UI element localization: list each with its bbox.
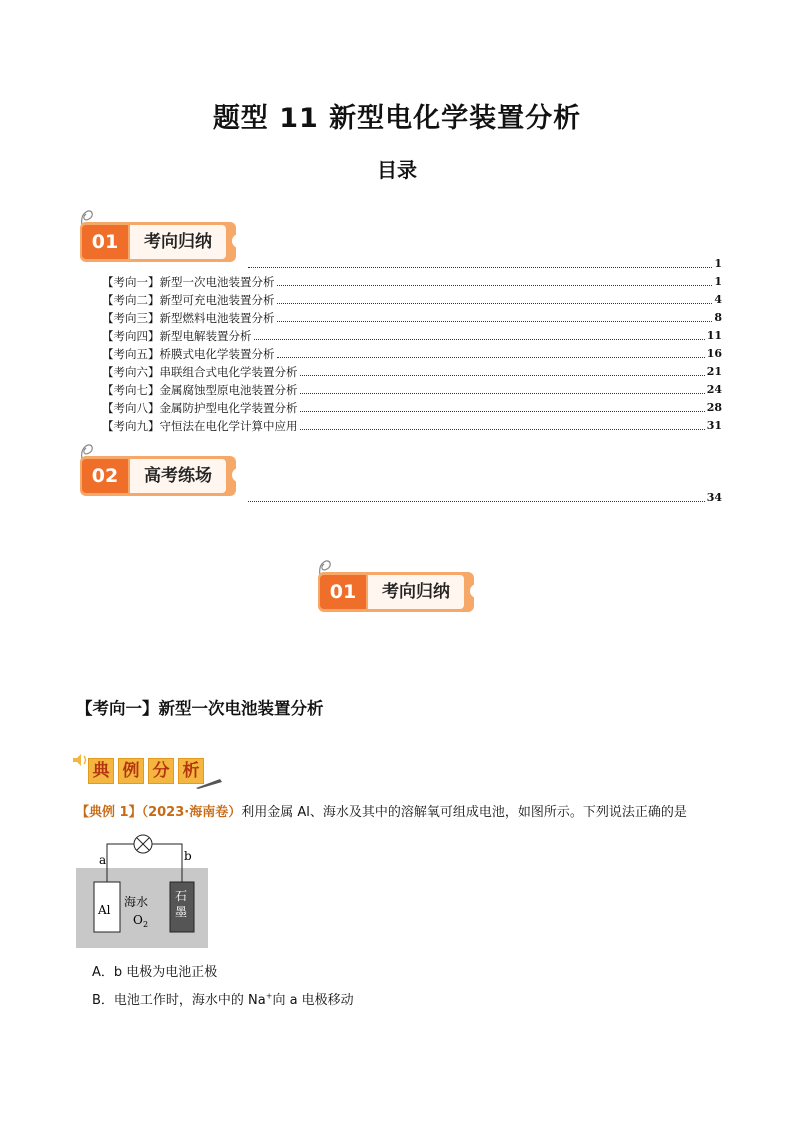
example-analysis-stamp bbox=[70, 750, 230, 790]
badge-label: 考向归纳 bbox=[368, 575, 464, 609]
badge-label: 高考练场 bbox=[130, 459, 226, 493]
label-b: b bbox=[184, 849, 192, 863]
toc-leader bbox=[248, 266, 712, 268]
toc-item[interactable]: 【考向四】新型电解装置分析 11 bbox=[102, 329, 722, 343]
toc-item[interactable]: 【考向二】新型可充电池装置分析 4 bbox=[102, 293, 722, 307]
toc-title: 目录 bbox=[377, 158, 417, 182]
toc-row-header[interactable] bbox=[246, 256, 722, 272]
stamp-char: 典 bbox=[88, 758, 114, 784]
badge-notch bbox=[232, 234, 242, 248]
example-source: （2023·海南卷） bbox=[141, 805, 242, 820]
graphite-label-1: 石 bbox=[175, 889, 188, 903]
pencil-icon bbox=[194, 776, 224, 790]
toc-item[interactable]: 【考向一】新型一次电池装置分析 1 bbox=[102, 275, 722, 289]
electrolyte-label: 海水 bbox=[124, 895, 149, 909]
section-badge-01 bbox=[78, 216, 240, 264]
stamp-char: 例 bbox=[118, 758, 144, 784]
toc-page: 1 bbox=[714, 257, 722, 270]
toc-page: 34 bbox=[706, 491, 722, 504]
badge-notch bbox=[470, 584, 480, 598]
badge-notch bbox=[232, 468, 242, 482]
example-question bbox=[76, 801, 687, 820]
section-heading: 【考向一】新型一次电池装置分析 bbox=[76, 699, 324, 718]
section-badge-02 bbox=[78, 450, 240, 498]
oxygen-label: O bbox=[133, 913, 143, 927]
badge-number: 01 bbox=[82, 225, 128, 259]
stamp-char: 分 bbox=[148, 758, 174, 784]
toc-leader bbox=[248, 500, 705, 502]
electrode-label-al: Al bbox=[98, 903, 111, 917]
badge-number: 01 bbox=[320, 575, 366, 609]
toc-item[interactable]: 【考向七】金属腐蚀型原电池装置分析 24 bbox=[102, 383, 722, 397]
example-text: 利用金属 Al、海水及其中的溶解氧可组成电池，如图所示。下列说法正确的是 bbox=[241, 805, 687, 820]
battery-diagram bbox=[74, 826, 214, 950]
toc-item[interactable]: 【考向九】守恒法在电化学计算中应用 31 bbox=[102, 419, 722, 433]
option-b[interactable]: B．电池工作时，海水中的 Na+向 a 电极移动 bbox=[92, 991, 354, 1008]
toc-item[interactable]: 【考向八】金属防护型电化学装置分析 28 bbox=[102, 401, 722, 415]
document-title: 题型 11 新型电化学装置分析 bbox=[212, 103, 582, 134]
toc-item[interactable]: 【考向三】新型燃料电池装置分析 8 bbox=[102, 311, 722, 325]
toc-item[interactable]: 【考向五】桥膜式电化学装置分析 16 bbox=[102, 347, 722, 361]
example-tag: 【典例 1】 bbox=[76, 805, 142, 820]
oxygen-subscript: 2 bbox=[143, 920, 149, 929]
badge-label: 考向归纳 bbox=[130, 225, 226, 259]
section-badge-body bbox=[316, 566, 478, 614]
graphite-label-2: 墨 bbox=[175, 905, 188, 919]
speaker-icon bbox=[70, 750, 90, 770]
stamp-char: 析 bbox=[178, 758, 204, 784]
label-a: a bbox=[99, 853, 107, 867]
toc-item[interactable]: 【考向六】串联组合式电化学装置分析 21 bbox=[102, 365, 722, 379]
toc-row-practice[interactable] bbox=[246, 490, 722, 506]
option-a[interactable]: A．b 电极为电池正极 bbox=[92, 965, 218, 980]
badge-number: 02 bbox=[82, 459, 128, 493]
